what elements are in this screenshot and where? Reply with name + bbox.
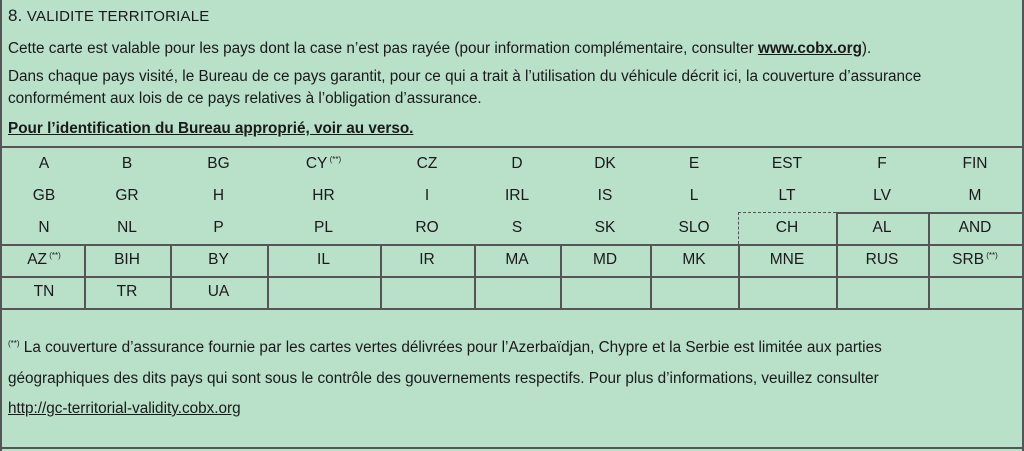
- country-cell-al: [836, 212, 928, 244]
- country-code: HR: [312, 187, 335, 204]
- dashed-border-top: [738, 212, 836, 213]
- country-cell-empty: [560, 276, 650, 308]
- country-code: AND: [958, 219, 992, 236]
- country-cell-cy: [267, 148, 380, 180]
- country-cell-il: [267, 244, 380, 276]
- grid-line-v: [380, 244, 382, 308]
- grid-line-v: [836, 244, 838, 308]
- country-cell-tn: [4, 276, 84, 308]
- country-cell-gr: [84, 180, 170, 212]
- country-cell-az: [4, 244, 84, 276]
- country-code: E: [688, 155, 700, 172]
- country-code: MA: [505, 251, 529, 268]
- country-cell-i: [380, 180, 474, 212]
- country-cell-is: [560, 180, 650, 212]
- footnote-line-2: géographiques des dits pays qui sont sous le contrôle des gouvernements respectifs. Pour plus d’informations, veuillez consulter: [8, 370, 879, 387]
- footnote-line-1: [8, 339, 882, 357]
- country-cell-ir: [380, 244, 474, 276]
- country-cell-rus: [836, 244, 928, 276]
- grid-line-h: [2, 244, 1022, 246]
- country-cell-fin: [928, 148, 1022, 180]
- country-code: SRB: [952, 251, 985, 268]
- country-cell-md: [560, 244, 650, 276]
- section-title: VALIDITE TERRITORIALE: [26, 8, 210, 25]
- country-code: LT: [778, 187, 796, 204]
- country-cell-irl: [474, 180, 560, 212]
- grid-line-v: [267, 244, 269, 308]
- footnote-text-1: La couverture d’assurance fournie par les cartes vertes délivrées pour l’Azerbaïdjan, Chypre et la Serbie est limitée aux parties: [19, 339, 882, 357]
- country-code: I: [424, 187, 430, 204]
- country-code: MK: [682, 251, 706, 268]
- country-code: BY: [208, 251, 229, 268]
- country-code: FIN: [962, 155, 988, 172]
- country-code: P: [213, 219, 224, 236]
- section-number: 8.: [8, 6, 23, 25]
- country-cell-d: [474, 148, 560, 180]
- country-code: AL: [872, 219, 892, 236]
- bureau-identification-note: Pour l’identification du Bureau approprié, voir au verso.: [8, 120, 414, 137]
- country-code: BIH: [114, 251, 140, 268]
- country-cell-bih: [84, 244, 170, 276]
- country-cell-slo: [650, 212, 738, 244]
- country-code: EST: [771, 155, 803, 172]
- country-code: H: [212, 187, 225, 204]
- country-cell-b: [84, 148, 170, 180]
- country-cell-lt: [738, 180, 836, 212]
- country-cell-bg: [170, 148, 267, 180]
- grid-line-h: [2, 276, 1022, 278]
- country-code: SK: [594, 219, 616, 236]
- country-cell-empty: [474, 276, 560, 308]
- country-cell-empty: [267, 276, 380, 308]
- grid-line-v: [84, 244, 86, 308]
- grid-line-v: [650, 244, 652, 308]
- country-code: B: [121, 155, 133, 172]
- country-cell-est: [738, 148, 836, 180]
- country-cell-cz: [380, 148, 474, 180]
- country-cell-p: [170, 212, 267, 244]
- country-cell-mk: [650, 244, 738, 276]
- country-cell-empty: [836, 276, 928, 308]
- country-code: BG: [207, 155, 230, 172]
- country-cell-s: [474, 212, 560, 244]
- country-cell-empty: [738, 276, 836, 308]
- country-code: DK: [594, 155, 616, 172]
- country-code: M: [968, 187, 982, 204]
- country-code: LV: [873, 187, 891, 204]
- cobx-link[interactable]: www.cobx.org: [757, 40, 862, 57]
- country-cell-l: [650, 180, 738, 212]
- country-cell-ua: [170, 276, 267, 308]
- country-footnote-marker: (**): [47, 250, 61, 260]
- country-cell-empty: [380, 276, 474, 308]
- dashed-border-left: [738, 212, 739, 244]
- bottom-border: [0, 447, 1024, 449]
- country-code: F: [877, 155, 887, 172]
- country-cell-sk: [560, 212, 650, 244]
- country-cell-and: [928, 212, 1022, 244]
- country-code: L: [689, 187, 699, 204]
- country-cell-m: [928, 180, 1022, 212]
- country-code: MD: [592, 251, 618, 268]
- grid-line-v: [928, 244, 930, 308]
- country-cell-hr: [267, 180, 380, 212]
- country-code: AZ: [27, 251, 48, 268]
- validity-text: Cette carte est valable pour les pays dont la case n’est pas rayée (pour information complémentaire, consulter: [8, 40, 758, 57]
- country-cell-empty: [928, 276, 1022, 308]
- country-grid: [2, 146, 1022, 310]
- grid-line-v: [836, 212, 838, 244]
- country-code: PL: [314, 219, 333, 236]
- country-code: GR: [115, 187, 139, 204]
- country-cell-dk: [560, 148, 650, 180]
- country-footnote-marker: (**): [984, 250, 998, 260]
- country-cell-e: [650, 148, 738, 180]
- country-cell-pl: [267, 212, 380, 244]
- country-code: A: [38, 155, 50, 172]
- grid-line-v: [170, 244, 172, 308]
- country-cell-ma: [474, 244, 560, 276]
- footnote-line-3: [8, 400, 241, 418]
- country-code: TN: [33, 283, 55, 300]
- country-cell-lv: [836, 180, 928, 212]
- country-cell-h: [170, 180, 267, 212]
- country-cell-gb: [4, 180, 84, 212]
- grid-line-v: [474, 244, 476, 308]
- country-code: IR: [419, 251, 435, 268]
- guarantee-paragraph: Dans chaque pays visité, le Bureau de ce pays garantit, pour ce qui a trait à l’utilisation du véhicule décrit ici, la couverture d’assurance conformément aux lois de ce pays relatives à l’obligation d’assurance.: [8, 68, 922, 107]
- country-code: NL: [117, 219, 137, 236]
- country-cell-ro: [380, 212, 474, 244]
- validity-text-end: ).: [861, 40, 872, 57]
- country-code: SLO: [678, 219, 710, 236]
- country-code: IL: [317, 251, 330, 268]
- country-cell-mne: [738, 244, 836, 276]
- country-code: IRL: [504, 187, 530, 204]
- country-cell-ch: [738, 212, 836, 244]
- country-cell-n: [4, 212, 84, 244]
- country-code: MNE: [769, 251, 805, 268]
- country-code: CH: [775, 219, 799, 236]
- section-heading: [8, 6, 210, 26]
- country-footnote-marker: (**): [327, 154, 342, 164]
- country-code: D: [511, 155, 523, 172]
- grid-line-v: [738, 244, 740, 308]
- country-cell-f: [836, 148, 928, 180]
- country-cell-a: [4, 148, 84, 180]
- country-cell-empty: [650, 276, 738, 308]
- country-code: TR: [116, 283, 138, 300]
- country-code: RO: [415, 219, 439, 236]
- territorial-validity-link[interactable]: http://gc-territorial-validity.cobx.org: [8, 400, 241, 417]
- country-code: GB: [32, 187, 56, 204]
- country-cell-tr: [84, 276, 170, 308]
- country-cell-by: [170, 244, 267, 276]
- country-cell-nl: [84, 212, 170, 244]
- country-cell-srb: [928, 244, 1022, 276]
- footnote-marker: (**): [8, 339, 20, 348]
- validity-paragraph: [8, 38, 871, 60]
- grid-line-v: [928, 212, 930, 244]
- country-code: IS: [597, 187, 613, 204]
- country-code: S: [511, 219, 523, 236]
- country-code: RUS: [865, 251, 899, 268]
- country-code: CY: [305, 155, 328, 172]
- grid-line-v: [560, 244, 562, 308]
- country-code: CZ: [416, 155, 438, 172]
- country-code: UA: [207, 283, 230, 300]
- country-code: N: [38, 219, 50, 236]
